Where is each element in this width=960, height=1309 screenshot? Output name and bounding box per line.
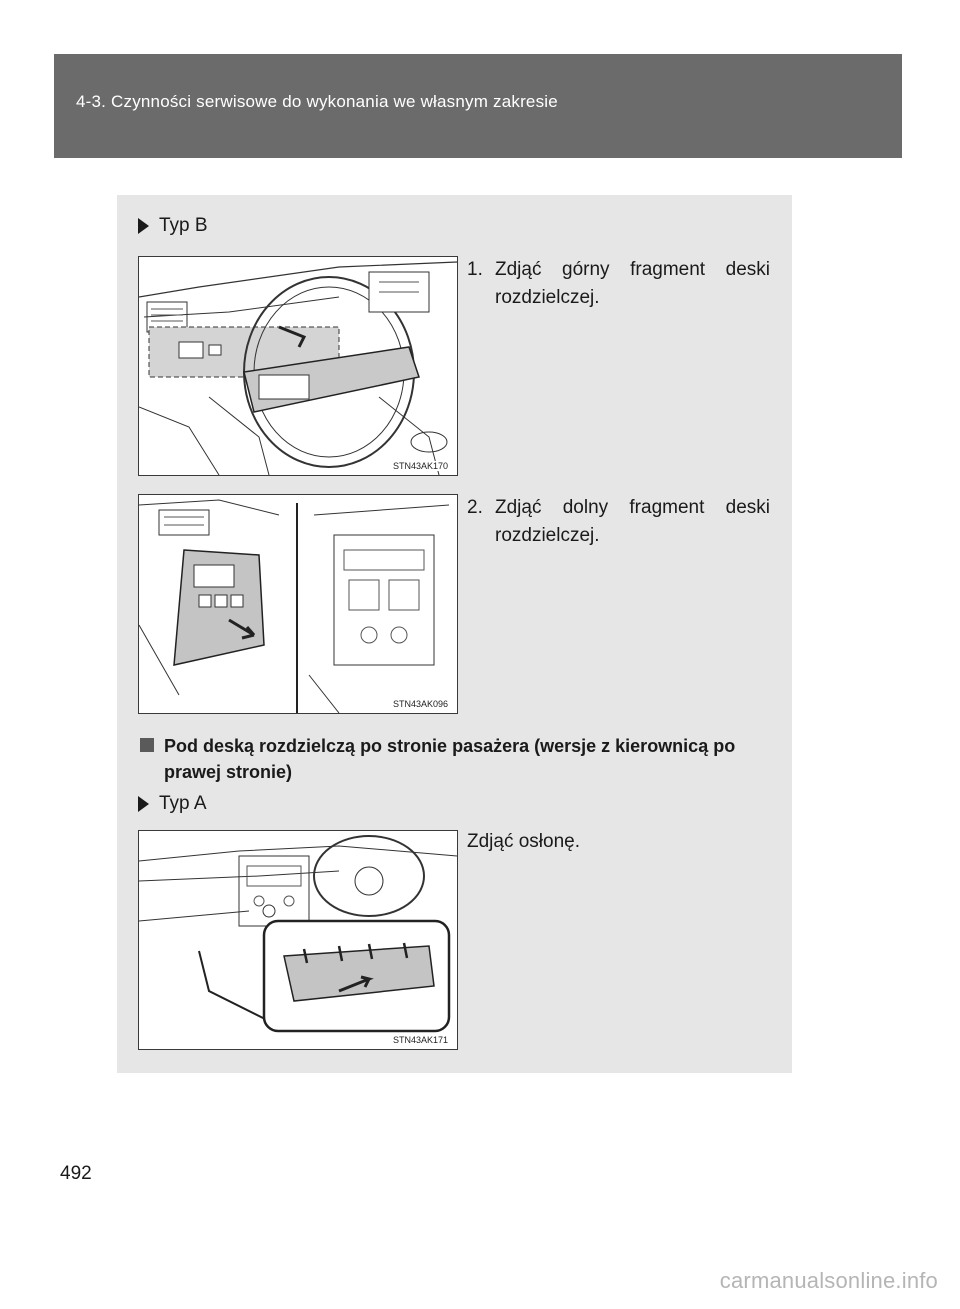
step-number: 2. bbox=[467, 497, 483, 518]
type-a-label bbox=[138, 793, 207, 815]
section-heading bbox=[140, 733, 780, 785]
passenger-cover-illustration-icon bbox=[139, 831, 457, 1049]
step-number: 1. bbox=[467, 259, 483, 280]
triangle-bullet-icon bbox=[138, 796, 149, 812]
figure-upper-dashboard bbox=[138, 256, 458, 476]
step-text-line1: Zdjąć górny fragment deski bbox=[495, 259, 770, 280]
page-header bbox=[54, 54, 902, 158]
step-text-line1: Zdjąć dolny fragment deski bbox=[495, 497, 770, 518]
footer-watermark: carmanualsonline.info bbox=[719, 1268, 938, 1293]
dashboard-illustration-icon bbox=[139, 257, 457, 475]
section-heading-text: Pod deską rozdzielczą po stronie pasażera (wersje z kierownicą po prawej stronie) bbox=[164, 736, 736, 782]
type-a-instruction: Zdjąć osłonę. bbox=[467, 831, 581, 852]
type-a-text: Typ A bbox=[159, 793, 207, 814]
step-2 bbox=[467, 494, 770, 550]
square-bullet-icon bbox=[140, 738, 154, 752]
step-1 bbox=[467, 256, 770, 312]
figure-code: STN43AK096 bbox=[392, 699, 448, 709]
dashboard-lower-illustration-icon bbox=[139, 495, 457, 713]
figure-code: STN43AK170 bbox=[392, 461, 448, 471]
section-title: 4-3. Czynności serwisowe do wykonania we własnym zakresie bbox=[76, 92, 558, 111]
page-number: 492 bbox=[60, 1163, 92, 1184]
figure-code: STN43AK171 bbox=[392, 1035, 448, 1045]
type-b-text: Typ B bbox=[159, 215, 208, 236]
figure-passenger-cover bbox=[138, 830, 458, 1050]
triangle-bullet-icon bbox=[138, 218, 149, 234]
step-text-line2: rozdzielczej. bbox=[495, 287, 600, 308]
type-b-label bbox=[138, 215, 208, 237]
step-text-line2: rozdzielczej. bbox=[495, 525, 600, 546]
figure-lower-dashboard bbox=[138, 494, 458, 714]
